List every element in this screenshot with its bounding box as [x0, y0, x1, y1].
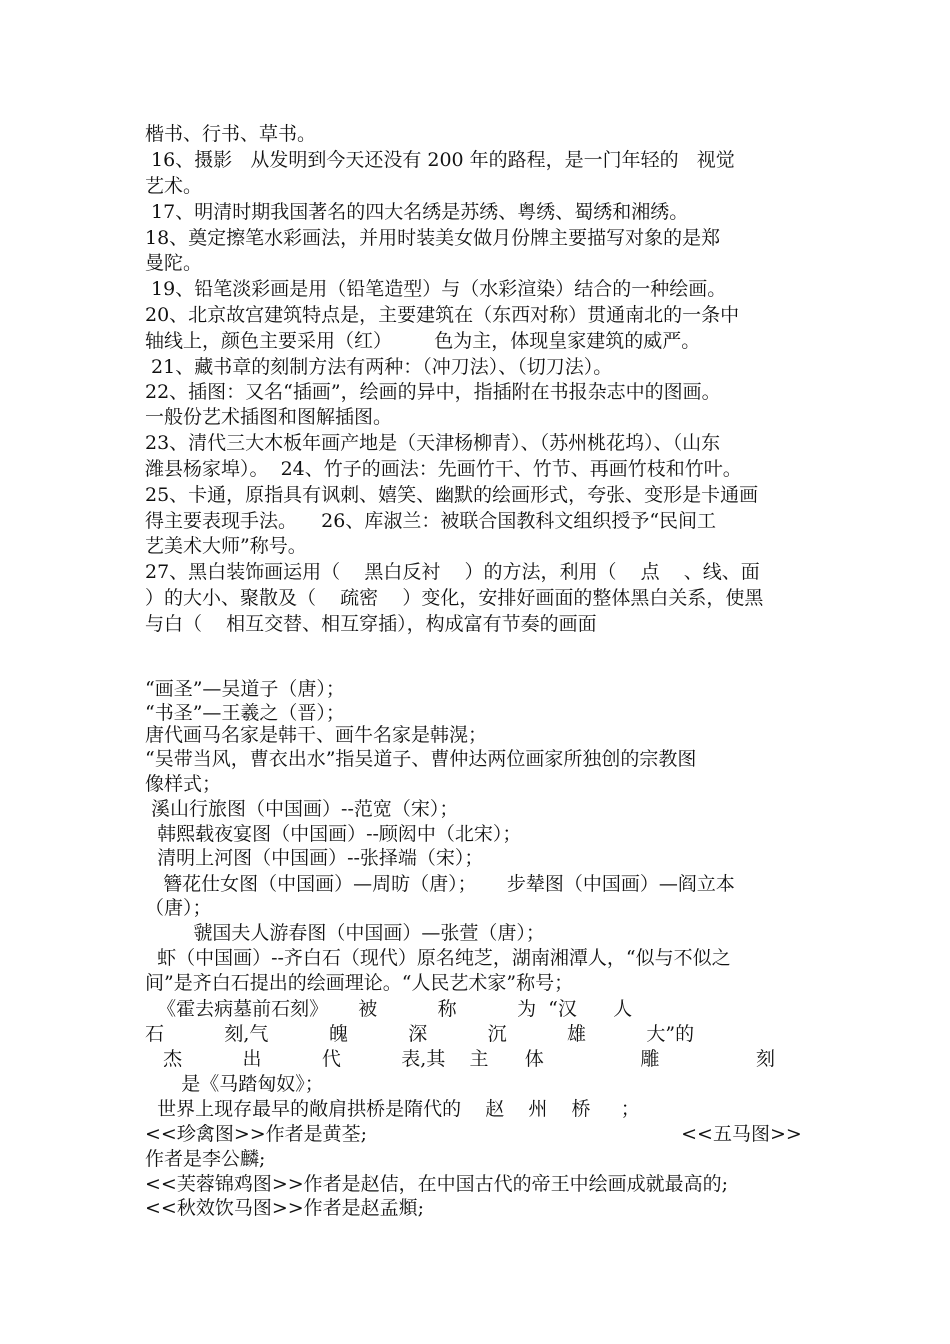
text-line-18: 27、黑白装饰画运用（ 黑白反衬 ）的方法，利用（ 点 、线、面 [145, 561, 760, 583]
text-line-22: “书圣”—王羲之（晋）； [145, 702, 345, 724]
text-line-32: 虾（中国画）--齐白石（现代）原名纯芝，湖南湘潭人，“似与不似之 [145, 947, 731, 969]
text-line-19: ）的大小、聚散及（ 疏密 ）变化，安排好画面的整体黑白关系，使黑 [145, 587, 764, 609]
text-line-6: 曼陀。 [145, 252, 203, 274]
text-line-24: “吴带当风，曹衣出水”指吴道子、曹仲达两位画家所独创的宗教图 [145, 748, 697, 770]
text-line-26: 溪山行旅图（中国画）--范宽（宋）； [145, 798, 459, 820]
text-line-12: 一般份艺术插图和图解插图。 [145, 406, 393, 428]
text-line-39: <<珍禽图>>作者是黄荃; <<五马图>> [145, 1123, 802, 1145]
text-line-20: 与白（ 相互交替、相互穿插），构成富有节奏的画面 [145, 613, 597, 635]
text-line-7: 19、铅笔淡彩画是用（铅笔造型）与（水彩渲染）结合的一种绘画。 [145, 278, 727, 300]
text-line-35: 石 刻,气 魄 深 沉 雄 大”的 [145, 1023, 695, 1045]
text-line-8: 20、北京故宫建筑特点是，主要建筑在（东西对称）贯通南北的一条中 [145, 304, 740, 326]
text-line-40: 作者是李公麟; [145, 1148, 266, 1170]
text-line-31: 虢国夫人游春图（中国画）—张萱（唐）； [145, 922, 545, 944]
text-line-37: 是《马踏匈奴》； [145, 1073, 324, 1095]
text-line-9: 轴线上，颜色主要采用（红） 色为主，体现皇家建筑的威严。 [145, 330, 701, 352]
text-line-29: 簪花仕女图（中国画）—周昉（唐）； 步辇图（中国画）—阎立本 [145, 873, 735, 895]
text-line-42: <<秋效饮马图>>作者是赵孟頫; [145, 1197, 425, 1219]
text-line-17: 艺美术大师”称号。 [145, 535, 307, 557]
text-line-33: 间”是齐白石提出的绘画理论。“人民艺术家”称号； [145, 972, 574, 994]
text-line-34: 《霍去病墓前石刻》 被 称 为 “汉 人 [145, 998, 633, 1020]
text-line-23: 唐代画马名家是韩干、画牛名家是韩滉； [145, 724, 488, 746]
text-line-16: 得主要表现手法。 26、库淑兰：被联合国教科文组织授予“民间工 [145, 510, 717, 532]
text-line-30: （唐）； [145, 897, 212, 919]
text-line-3: 艺术。 [145, 175, 203, 197]
text-line-36: 杰 出 代 表,其 主 体 雕 刻 [145, 1048, 776, 1070]
text-line-11: 22、插图：又名“插画”，绘画的异中，指插附在书报杂志中的图画。 [145, 381, 721, 403]
text-line-38: 世界上现存最早的敞肩拱桥是隋代的 赵 州 桥 ； [145, 1098, 640, 1120]
text-line-2: 16、摄影 从发明到今天还没有 200 年的路程，是一门年轻的 视觉 [145, 149, 735, 171]
text-line-41: <<芙蓉锦鸡图>>作者是赵佶，在中国古代的帝王中绘画成就最高的; [145, 1173, 729, 1195]
text-line-15: 25、卡通，原指具有讽刺、嬉笑、幽默的绘画形式，夸张、变形是卡通画 [145, 484, 759, 506]
text-line-25: 像样式； [145, 773, 222, 795]
text-line-4: 17、明清时期我国著名的四大名绣是苏绣、粤绣、蜀绣和湘绣。 [145, 201, 689, 223]
text-line-10: 21、藏书章的刻制方法有两种：（冲刀法）、（切刀法）。 [145, 356, 613, 378]
text-line-13: 23、清代三大木板年画产地是（天津杨柳青）、（苏州桃花坞）、（山东 [145, 432, 721, 454]
text-line-5: 18、奠定擦笔水彩画法，并用时装美女做月份牌主要描写对象的是郑 [145, 227, 721, 249]
text-line-28: 清明上河图（中国画）--张择端（宋）； [145, 847, 484, 869]
text-line-27: 韩熙载夜宴图（中国画）--顾闳中（北宋）； [145, 823, 522, 845]
text-line-1: 楷书、行书、草书。 [145, 123, 317, 145]
text-line-14: 潍县杨家埠）。 24、竹子的画法：先画竹干、竹节、再画竹枝和竹叶。 [145, 458, 742, 480]
text-line-21: “画圣”—吴道子（唐）； [145, 678, 345, 700]
